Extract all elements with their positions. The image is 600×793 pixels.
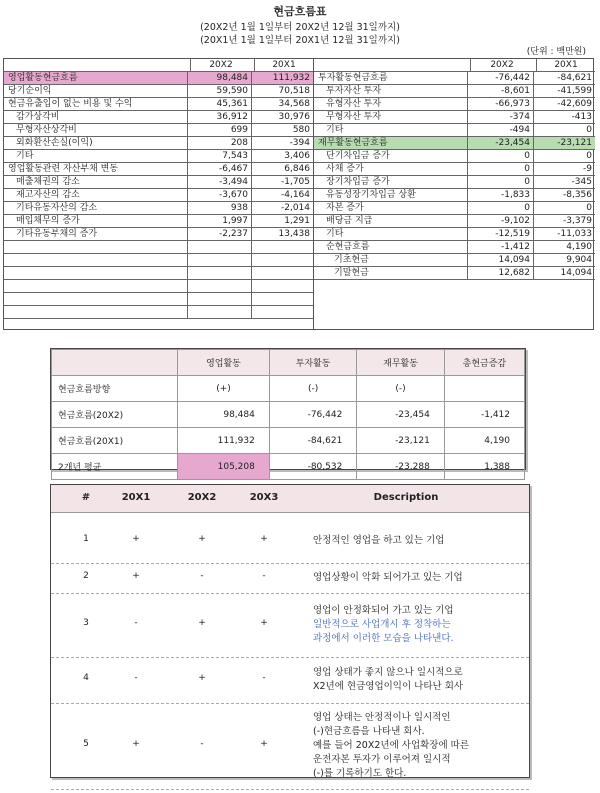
pattern-description bbox=[313, 604, 523, 646]
pattern-col-20x3: 20X3 bbox=[249, 492, 279, 503]
left-row-value-20x1: -4,164 bbox=[251, 189, 313, 201]
summary-cell: 105,208 bbox=[178, 454, 270, 480]
summary-row-label: 현금흐름(20X1) bbox=[52, 428, 178, 454]
summary-row-label: 현금흐름(20X2) bbox=[52, 402, 178, 428]
pattern-row bbox=[51, 563, 529, 594]
right-row-label: 배당금 지급 bbox=[326, 216, 373, 226]
pattern-sign: + bbox=[260, 739, 268, 749]
right-row-value-20x2: -76,442 bbox=[467, 72, 533, 84]
right-row-value-20x1: 0 bbox=[533, 124, 595, 136]
summary-header-row bbox=[52, 350, 525, 376]
right-row-label: 투자자산 투자 bbox=[326, 86, 382, 96]
left-row-value-20x2: -2,237 bbox=[187, 228, 251, 240]
right-empty-row bbox=[314, 306, 595, 319]
right-row-label: 재무활동현금흐름 bbox=[318, 138, 388, 148]
right-row-value-20x1: -8,356 bbox=[533, 189, 595, 201]
pattern-description bbox=[313, 711, 523, 781]
right-row-value-20x1: -345 bbox=[533, 176, 595, 188]
right-row-value-20x1: -23,121 bbox=[533, 137, 595, 149]
right-statement-row bbox=[314, 85, 595, 98]
pattern-row-number: 4 bbox=[83, 673, 89, 683]
left-row-value-20x1: -1,705 bbox=[251, 176, 313, 188]
summary-corner bbox=[52, 350, 178, 376]
right-row-value-20x1: 0 bbox=[533, 202, 595, 214]
cash-flow-statement bbox=[3, 58, 594, 330]
pattern-description bbox=[313, 534, 523, 548]
left-row-label: 외화환산손실(이익) bbox=[16, 138, 93, 148]
right-row-value-20x1: 4,190 bbox=[533, 241, 595, 253]
left-statement-row bbox=[4, 293, 313, 306]
right-row-value-20x2: -374 bbox=[467, 111, 533, 123]
pattern-description bbox=[313, 571, 523, 585]
left-row-value-20x1 bbox=[251, 241, 313, 253]
left-statement-row bbox=[4, 137, 313, 150]
right-row-value-20x1: -3,379 bbox=[533, 215, 595, 227]
right-statement-row bbox=[314, 137, 595, 150]
pattern-row-number: 5 bbox=[83, 739, 89, 749]
right-row-value-20x2: -494 bbox=[467, 124, 533, 136]
pattern-sign: + bbox=[198, 618, 206, 628]
summary-cell: (-) bbox=[269, 376, 356, 402]
pattern-sign: - bbox=[200, 739, 204, 749]
summary-row bbox=[52, 402, 525, 428]
right-statement-row bbox=[314, 254, 595, 267]
pattern-description-line: 영업 상태는 안정적이나 일시적인 bbox=[313, 712, 451, 723]
right-row-value-20x1: -9 bbox=[533, 163, 595, 175]
pattern-col-description: Description bbox=[373, 492, 439, 503]
left-statement-row bbox=[4, 72, 313, 85]
left-row-label: 기타유동부채의 증가 bbox=[16, 229, 98, 239]
pattern-sign: + bbox=[260, 618, 268, 628]
pattern-sign: - bbox=[134, 618, 138, 628]
right-row-label: 유형자산 투자 bbox=[326, 99, 382, 109]
pattern-sign: + bbox=[198, 673, 206, 683]
left-row-label: 현금유출입이 없는 비용 및 수익 bbox=[8, 99, 133, 109]
right-row-value-20x2: 0 bbox=[467, 163, 533, 175]
right-statement-row bbox=[314, 124, 595, 137]
left-row-label: 매입채무의 증가 bbox=[16, 216, 80, 226]
left-row-label: 당기순이익 bbox=[8, 86, 52, 96]
left-row-value-20x1: 111,932 bbox=[251, 72, 313, 84]
right-statement-row bbox=[314, 189, 595, 202]
left-row-value-20x2: 1,997 bbox=[187, 215, 251, 227]
statement-title: 현금흐름표 bbox=[273, 5, 327, 18]
left-statement-row bbox=[4, 202, 313, 215]
pattern-description-line: 예를 들어 20X2년에 사업확장에 따른 bbox=[313, 740, 470, 751]
summary-cell: -84,621 bbox=[269, 428, 356, 454]
left-statement-row bbox=[4, 254, 313, 267]
summary-col-financing: 재무활동 bbox=[357, 350, 444, 376]
right-statement-row bbox=[314, 215, 595, 228]
pattern-sign: - bbox=[262, 571, 266, 581]
left-row-label: 영업활동관련 자산부채 변동 bbox=[8, 164, 119, 174]
left-row-value-20x2: 938 bbox=[187, 202, 251, 214]
right-statement-row bbox=[314, 228, 595, 241]
pattern-description-line: 안정적인 영업을 하고 있는 기업 bbox=[313, 535, 445, 546]
left-col-label: 20X1 bbox=[254, 59, 313, 71]
left-row-value-20x1: 3,406 bbox=[251, 150, 313, 162]
left-row-value-20x2 bbox=[187, 306, 251, 318]
right-row-label: 무형자산 투자 bbox=[326, 112, 382, 122]
left-row-value-20x2: 45,361 bbox=[187, 98, 251, 110]
right-row-value-20x1: -11,033 bbox=[533, 228, 595, 240]
left-row-value-20x1: -2,014 bbox=[251, 202, 313, 214]
pattern-sign: - bbox=[262, 673, 266, 683]
summary-col-investing: 투자활동 bbox=[269, 350, 356, 376]
left-row-value-20x2: 36,912 bbox=[187, 111, 251, 123]
statement-left-half bbox=[4, 59, 314, 329]
left-statement-row bbox=[4, 98, 313, 111]
right-row-label: 기타 bbox=[326, 125, 344, 135]
left-row-value-20x1: -394 bbox=[251, 137, 313, 149]
summary-col-total: 총현금증감 bbox=[444, 350, 524, 376]
right-row-value-20x2: -8,601 bbox=[467, 85, 533, 97]
pattern-sign: + bbox=[260, 534, 268, 544]
right-row-value-20x2: 12,682 bbox=[467, 267, 533, 279]
summary-cell: (-) bbox=[357, 376, 444, 402]
right-row-value-20x2: 0 bbox=[467, 176, 533, 188]
right-empty-row bbox=[314, 293, 595, 306]
left-statement-row bbox=[4, 189, 313, 202]
right-row-label: 기초현금 bbox=[334, 255, 369, 265]
left-row-value-20x2: 98,484 bbox=[187, 72, 251, 84]
left-column-header-row bbox=[4, 59, 313, 72]
left-statement-row bbox=[4, 306, 313, 319]
left-row-value-20x2: -3,494 bbox=[187, 176, 251, 188]
left-row-value-20x1 bbox=[251, 293, 313, 305]
left-row-value-20x2 bbox=[187, 241, 251, 253]
right-row-label: 투자활동현금흐름 bbox=[318, 73, 388, 83]
left-row-value-20x2: -3,670 bbox=[187, 189, 251, 201]
summary-cell: -80,532 bbox=[269, 454, 356, 480]
left-statement-row bbox=[4, 150, 313, 163]
left-row-value-20x2 bbox=[187, 254, 251, 266]
right-statement-row bbox=[314, 267, 595, 280]
left-row-value-20x1 bbox=[251, 306, 313, 318]
left-row-value-20x1 bbox=[251, 280, 313, 292]
left-statement-row bbox=[4, 85, 313, 98]
summary-cell bbox=[444, 376, 524, 402]
summary-cell: (+) bbox=[178, 376, 270, 402]
pattern-description-line: 일반적으로 사업개시 후 정착하는 bbox=[313, 619, 451, 630]
pattern-row bbox=[51, 593, 529, 658]
left-statement-row bbox=[4, 241, 313, 254]
left-statement-row bbox=[4, 215, 313, 228]
pattern-description-line: 영업 상태가 좋지 않으나 일시적으로 bbox=[313, 667, 463, 678]
left-statement-row bbox=[4, 267, 313, 280]
left-row-value-20x1: 1,291 bbox=[251, 215, 313, 227]
left-row-value-20x1 bbox=[251, 267, 313, 279]
right-row-value-20x2: 0 bbox=[467, 150, 533, 162]
left-row-label: 영업활동현금흐름 bbox=[8, 73, 78, 83]
right-column-header-row bbox=[314, 59, 595, 72]
right-row-value-20x2: -12,519 bbox=[467, 228, 533, 240]
left-row-value-20x1: 30,976 bbox=[251, 111, 313, 123]
right-row-value-20x1: -41,599 bbox=[533, 85, 595, 97]
right-statement-row bbox=[314, 176, 595, 189]
right-row-value-20x1: -413 bbox=[533, 111, 595, 123]
right-row-label: 사채 증가 bbox=[326, 164, 364, 174]
pattern-col-num: # bbox=[81, 492, 91, 503]
summary-table bbox=[50, 348, 526, 473]
left-row-value-20x1: 6,846 bbox=[251, 163, 313, 175]
right-row-value-20x2: -66,973 bbox=[467, 98, 533, 110]
left-row-value-20x2: 208 bbox=[187, 137, 251, 149]
right-row-label: 순현금흐름 bbox=[326, 242, 370, 252]
pattern-col-20x1: 20X1 bbox=[121, 492, 151, 503]
pattern-row bbox=[51, 657, 529, 704]
pattern-description-line: 영업이 안정화되어 가고 있는 기업 bbox=[313, 605, 454, 616]
summary-cell: 111,932 bbox=[178, 428, 270, 454]
pattern-sign: + bbox=[198, 534, 206, 544]
summary-row-label: 현금흐름방향 bbox=[52, 376, 178, 402]
right-empty-row bbox=[314, 280, 595, 293]
right-row-value-20x2: -9,102 bbox=[467, 215, 533, 227]
right-statement-row bbox=[314, 241, 595, 254]
left-statement-row bbox=[4, 280, 313, 293]
right-statement-row bbox=[314, 150, 595, 163]
right-row-label: 단기차입금 증가 bbox=[326, 151, 390, 161]
period-current: (20X2년 1월 1일부터 20X2년 12월 31일까지) bbox=[200, 22, 400, 33]
left-statement-row bbox=[4, 163, 313, 176]
pattern-sign: + bbox=[132, 739, 140, 749]
left-row-value-20x2: 699 bbox=[187, 124, 251, 136]
left-row-value-20x2 bbox=[187, 293, 251, 305]
summary-row bbox=[52, 376, 525, 402]
summary-cell: -1,412 bbox=[444, 402, 524, 428]
period-prior: (20X1년 1월 1일부터 20X1년 12월 31일까지) bbox=[200, 35, 400, 46]
summary-cell: -23,454 bbox=[357, 402, 444, 428]
right-col-label: 20X2 bbox=[470, 59, 533, 71]
pattern-description-line: 영업상황이 악화 되어가고 있는 기업 bbox=[313, 572, 463, 583]
pattern-description-line: (-)현금흐름을 나타낸 회사. bbox=[313, 726, 425, 737]
left-row-label: 무형자산상각비 bbox=[16, 125, 77, 135]
summary-cell: 1,388 bbox=[444, 454, 524, 480]
right-statement-row bbox=[314, 163, 595, 176]
left-col-label: 20X2 bbox=[190, 59, 251, 71]
right-statement-row bbox=[314, 72, 595, 85]
pattern-description-line: (-)를 기록하기도 한다. bbox=[313, 768, 407, 779]
pattern-description-line: 운전자본 투자가 이루어져 일시적 bbox=[313, 754, 451, 765]
left-statement-row bbox=[4, 176, 313, 189]
right-row-label: 기타 bbox=[326, 229, 344, 239]
left-row-label: 기타 bbox=[16, 151, 34, 161]
right-statement-row bbox=[314, 98, 595, 111]
pattern-row bbox=[51, 703, 529, 790]
left-statement-row bbox=[4, 124, 313, 137]
pattern-row bbox=[51, 519, 529, 564]
unit-label: (단위 : 백만원) bbox=[526, 47, 586, 57]
left-row-value-20x2 bbox=[187, 267, 251, 279]
pattern-description-line: X2년에 현금영업이익이 나타난 회사 bbox=[313, 681, 464, 692]
left-row-value-20x2: -6,467 bbox=[187, 163, 251, 175]
summary-col-operating: 영업활동 bbox=[178, 350, 270, 376]
statement-right-half bbox=[314, 59, 595, 329]
right-row-value-20x2: 0 bbox=[467, 202, 533, 214]
right-row-value-20x2: -23,454 bbox=[467, 137, 533, 149]
right-row-label: 기말현금 bbox=[334, 268, 369, 278]
right-statement-row bbox=[314, 202, 595, 215]
left-statement-row bbox=[4, 228, 313, 241]
summary-row-label: 2개년 평균 bbox=[52, 454, 178, 480]
right-statement-row bbox=[314, 111, 595, 124]
right-empty-row bbox=[314, 319, 595, 332]
left-row-value-20x2 bbox=[187, 280, 251, 292]
right-row-label: 유동성장기차입금 상환 bbox=[326, 190, 416, 200]
right-row-label: 장기차입금 증가 bbox=[326, 177, 390, 187]
pattern-table bbox=[50, 484, 530, 778]
pattern-sign: - bbox=[200, 571, 204, 581]
pattern-description bbox=[313, 666, 523, 694]
right-row-value-20x1: 14,094 bbox=[533, 267, 595, 279]
left-row-label: 기타유동자산의 감소 bbox=[16, 203, 98, 213]
pattern-header-row bbox=[51, 485, 529, 513]
left-row-value-20x1: 70,518 bbox=[251, 85, 313, 97]
summary-cell: 4,190 bbox=[444, 428, 524, 454]
right-row-value-20x1: 9,904 bbox=[533, 254, 595, 266]
pattern-col-20x2: 20X2 bbox=[187, 492, 217, 503]
summary-cell: -23,121 bbox=[357, 428, 444, 454]
right-col-label: 20X1 bbox=[536, 59, 595, 71]
right-row-value-20x2: 14,094 bbox=[467, 254, 533, 266]
left-row-value-20x2: 7,543 bbox=[187, 150, 251, 162]
left-row-value-20x1: 13,438 bbox=[251, 228, 313, 240]
right-row-value-20x1: -84,621 bbox=[533, 72, 595, 84]
summary-cell: -76,442 bbox=[269, 402, 356, 428]
right-row-value-20x1: -42,609 bbox=[533, 98, 595, 110]
pattern-row-number: 3 bbox=[83, 618, 89, 628]
left-row-label: 감가상각비 bbox=[16, 112, 60, 122]
right-row-label: 자본 증가 bbox=[326, 203, 364, 213]
pattern-sign: + bbox=[132, 534, 140, 544]
summary-cell: 98,484 bbox=[178, 402, 270, 428]
summary-row bbox=[52, 454, 525, 480]
pattern-sign: - bbox=[134, 673, 138, 683]
right-row-value-20x2: -1,412 bbox=[467, 241, 533, 253]
summary-cell: -23,288 bbox=[357, 454, 444, 480]
left-row-value-20x1: 580 bbox=[251, 124, 313, 136]
left-statement-row bbox=[4, 111, 313, 124]
pattern-sign: + bbox=[132, 571, 140, 581]
summary-row bbox=[52, 428, 525, 454]
left-row-value-20x1: 34,568 bbox=[251, 98, 313, 110]
statement-header bbox=[0, 0, 600, 60]
pattern-row-number: 1 bbox=[83, 534, 89, 544]
left-row-value-20x1 bbox=[251, 254, 313, 266]
pattern-row-number: 2 bbox=[83, 571, 89, 581]
pattern-description-line: 과정에서 이러한 모습을 나타낸다. bbox=[313, 633, 454, 644]
left-row-label: 재고자산의 감소 bbox=[16, 190, 80, 200]
left-row-label: 매출채권의 감소 bbox=[16, 177, 80, 187]
right-row-value-20x2: -1,833 bbox=[467, 189, 533, 201]
left-row-value-20x2: 59,590 bbox=[187, 85, 251, 97]
right-row-value-20x1: 0 bbox=[533, 150, 595, 162]
